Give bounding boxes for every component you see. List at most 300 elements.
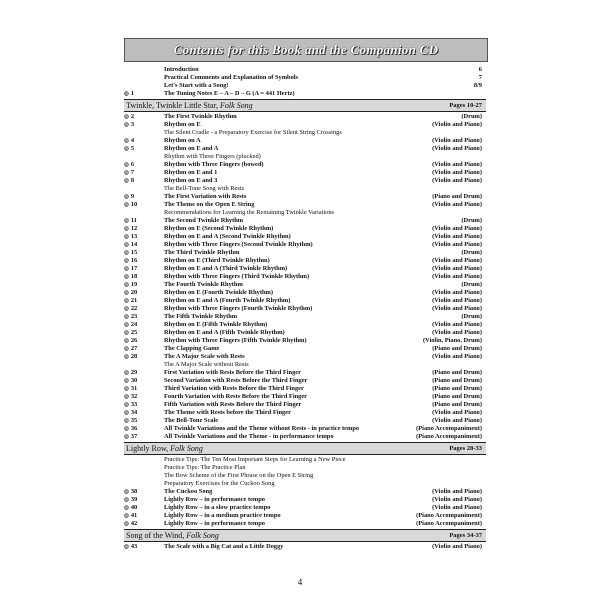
toc-item bbox=[124, 305, 486, 313]
track-number-text: 4 bbox=[130, 137, 135, 144]
track-number-text: 14 bbox=[130, 241, 138, 248]
item-instrumentation: (Violin and Piano) bbox=[432, 225, 482, 232]
toc-item bbox=[124, 488, 486, 496]
page-number: 4 bbox=[297, 577, 303, 587]
cd-icon: ◎ bbox=[124, 378, 129, 384]
item-title: Rhythm with Three Fingers (bowed) bbox=[164, 161, 264, 168]
track-number bbox=[124, 520, 160, 528]
track-number-text: 28 bbox=[130, 353, 138, 360]
item-title: All Twinkle Variations and the Theme - in performance tempo bbox=[164, 433, 334, 440]
toc-item bbox=[124, 257, 486, 265]
track-number-text: 43 bbox=[130, 543, 138, 550]
cd-icon: ◎ bbox=[124, 226, 129, 232]
track-number bbox=[124, 273, 160, 281]
item-title: Rhythm on E (Fourth Twinkle Rhythm) bbox=[164, 289, 273, 296]
track-number-text: 27 bbox=[130, 345, 138, 352]
item-instrumentation: (Piano and Drum) bbox=[432, 193, 482, 200]
toc-item bbox=[124, 377, 486, 385]
item-title: Rhythm on A bbox=[164, 137, 201, 144]
item-instrumentation: (Violin and Piano) bbox=[432, 145, 482, 152]
item-instrumentation: (Drum) bbox=[461, 113, 482, 120]
track-number bbox=[124, 401, 160, 409]
item-title: The Tuning Notes E – A – D – G (A = 441 Hertz) bbox=[164, 90, 295, 97]
track-number bbox=[124, 177, 160, 185]
track-number bbox=[124, 353, 160, 361]
item-title: The A Major Scale with Rests bbox=[164, 353, 245, 360]
item-title: The Bell-Tone Song with Rests bbox=[164, 185, 245, 192]
item-instrumentation: (Violin and Piano) bbox=[432, 177, 482, 184]
toc-item bbox=[124, 193, 486, 201]
track-number-text: 16 bbox=[130, 257, 138, 264]
cd-icon: ◎ bbox=[124, 338, 129, 344]
cd-icon: ◎ bbox=[124, 258, 129, 264]
item-instrumentation: (Piano Accompaniment) bbox=[416, 425, 482, 432]
track-number-text: 10 bbox=[130, 201, 138, 208]
track-number-text: 19 bbox=[130, 281, 138, 288]
cd-icon: ◎ bbox=[124, 290, 129, 296]
toc-item bbox=[124, 345, 486, 353]
item-title: Rhythm on E and A bbox=[164, 145, 219, 152]
track-number bbox=[124, 433, 160, 441]
toc-item bbox=[124, 273, 486, 281]
item-instrumentation: (Violin and Piano) bbox=[432, 329, 482, 336]
track-number-text: 41 bbox=[130, 512, 138, 519]
toc-item bbox=[124, 401, 486, 409]
cd-icon: ◎ bbox=[124, 314, 129, 320]
cd-icon: ◎ bbox=[124, 513, 129, 519]
item-title: Rhythm with Three Fingers (plucked) bbox=[164, 153, 261, 160]
toc-item bbox=[124, 496, 486, 504]
item-title: The Bow Scheme of the First Phrase on the Open E String bbox=[164, 472, 314, 479]
section-header bbox=[124, 529, 486, 542]
cd-icon: ◎ bbox=[124, 234, 129, 240]
item-title: The Third Twinkle Rhythm bbox=[164, 249, 240, 256]
toc-item bbox=[124, 369, 486, 377]
toc-content bbox=[124, 66, 486, 551]
toc-item bbox=[124, 393, 486, 401]
track-number-text: 8 bbox=[130, 177, 135, 184]
cd-icon: ◎ bbox=[124, 418, 129, 424]
item-page: 8/9 bbox=[473, 82, 482, 89]
toc-item bbox=[124, 417, 486, 425]
item-title: The Silent Cradle - a Preparatory Exercise for Silent String Crossings bbox=[164, 129, 342, 136]
toc-item bbox=[124, 321, 486, 329]
cd-icon: ◎ bbox=[124, 370, 129, 376]
cd-icon: ◎ bbox=[124, 282, 129, 288]
cd-icon: ◎ bbox=[124, 426, 129, 432]
track-number-text: 3 bbox=[130, 121, 135, 128]
track-number bbox=[124, 543, 160, 551]
track-number bbox=[124, 233, 160, 241]
track-number-text: 12 bbox=[130, 225, 138, 232]
toc-item bbox=[124, 281, 486, 289]
item-instrumentation: (Drum) bbox=[461, 313, 482, 320]
item-instrumentation: (Violin and Piano) bbox=[432, 504, 482, 511]
item-title: Third Variation with Rests Before the Third Finger bbox=[164, 385, 304, 392]
item-instrumentation: (Violin and Piano) bbox=[432, 488, 482, 495]
item-instrumentation: (Violin and Piano) bbox=[432, 241, 482, 248]
item-title: The First Variation with Rests bbox=[164, 193, 247, 200]
track-number bbox=[124, 329, 160, 337]
item-instrumentation: (Drum) bbox=[461, 281, 482, 288]
item-title: All Twinkle Variations and the Theme without Rests - in practice tempo bbox=[164, 425, 360, 432]
section-title: Twinkle, Twinkle Little Star, bbox=[126, 101, 218, 110]
cd-icon: ◎ bbox=[124, 242, 129, 248]
track-number bbox=[124, 281, 160, 289]
item-instrumentation: (Violin and Piano) bbox=[432, 297, 482, 304]
toc-item bbox=[124, 113, 486, 121]
toc-item bbox=[124, 225, 486, 233]
toc-item bbox=[124, 201, 486, 209]
track-number bbox=[124, 289, 160, 297]
item-title: First Variation with Rests Before the Third Finger bbox=[164, 369, 301, 376]
item-title: The First Twinkle Rhythm bbox=[164, 113, 237, 120]
toc-item bbox=[124, 161, 486, 169]
toc-item bbox=[124, 289, 486, 297]
track-number bbox=[124, 305, 160, 313]
item-title: The Clapping Game bbox=[164, 345, 220, 352]
track-number-text: 37 bbox=[130, 433, 138, 440]
track-number bbox=[124, 297, 160, 305]
track-number-text: 22 bbox=[130, 305, 138, 312]
track-number-text: 7 bbox=[130, 169, 135, 176]
item-title: The Second Twinkle Rhythm bbox=[164, 217, 244, 224]
cd-icon: ◎ bbox=[124, 410, 129, 416]
item-title: Rhythm on E and 3 bbox=[164, 177, 218, 184]
item-instrumentation: (Violin and Piano) bbox=[432, 496, 482, 503]
toc-item bbox=[124, 329, 486, 337]
item-page: 6 bbox=[478, 66, 482, 73]
item-title: Rhythm on E and A (Fifth Twinkle Rhythm) bbox=[164, 329, 285, 336]
track-number bbox=[124, 409, 160, 417]
item-title: Rhythm with Three Fingers (Fourth Twinkle Rhythm) bbox=[164, 305, 313, 312]
item-title: Rhythm on E and A (Fourth Twinkle Rhythm) bbox=[164, 297, 291, 304]
track-number bbox=[124, 313, 160, 321]
track-number-text: 35 bbox=[130, 417, 138, 424]
toc-item bbox=[124, 137, 486, 145]
cd-icon: ◎ bbox=[124, 138, 129, 144]
section-genre: Folk Song bbox=[170, 444, 203, 453]
item-instrumentation: (Piano Accompaniment) bbox=[416, 433, 482, 440]
track-number-text: 25 bbox=[130, 329, 138, 336]
cd-icon: ◎ bbox=[124, 170, 129, 176]
toc-item bbox=[124, 504, 486, 512]
item-title: Introduction bbox=[164, 66, 199, 73]
item-instrumentation: (Drum) bbox=[461, 249, 482, 256]
item-instrumentation: (Violin and Piano) bbox=[432, 201, 482, 208]
track-number bbox=[124, 369, 160, 377]
item-instrumentation: (Violin and Piano) bbox=[432, 137, 482, 144]
item-title: The Theme on the Open E String bbox=[164, 201, 255, 208]
track-number bbox=[124, 496, 160, 504]
track-number-text: 36 bbox=[130, 425, 138, 432]
toc-item bbox=[124, 145, 486, 153]
cd-icon: ◎ bbox=[124, 505, 129, 511]
cd-icon: ◎ bbox=[124, 266, 129, 272]
toc-item bbox=[124, 169, 486, 177]
section-title: Lightly Row, bbox=[126, 444, 169, 453]
cd-icon: ◎ bbox=[124, 489, 129, 495]
item-title: Lightly Row – in a slow practice tempo bbox=[164, 504, 271, 511]
item-instrumentation: (Violin and Piano) bbox=[432, 289, 482, 296]
toc-item bbox=[124, 265, 486, 273]
section-header bbox=[124, 99, 486, 112]
track-number bbox=[124, 425, 160, 433]
toc-item bbox=[124, 543, 486, 551]
item-title: Rhythm with Three Fingers (Second Twinkle Rhythm) bbox=[164, 241, 313, 248]
track-number-text: 23 bbox=[130, 313, 138, 320]
item-title: Rhythm on E and A (Third Twinkle Rhythm) bbox=[164, 265, 288, 272]
track-number-text: 1 bbox=[130, 90, 135, 97]
item-title: Rhythm on E and A (Second Twinkle Rhythm) bbox=[164, 233, 291, 240]
track-number bbox=[124, 337, 160, 345]
cd-icon: ◎ bbox=[124, 274, 129, 280]
item-instrumentation: (Violin and Piano) bbox=[432, 273, 482, 280]
item-title: Rhythm on E (Fifth Twinkle Rhythm) bbox=[164, 321, 268, 328]
item-title: The Theme with Rests before the Third Finger bbox=[164, 409, 291, 416]
cd-icon: ◎ bbox=[124, 497, 129, 503]
intro-item bbox=[124, 82, 486, 90]
cd-icon: ◎ bbox=[124, 122, 129, 128]
track-number-text: 42 bbox=[130, 520, 138, 527]
toc-subitem bbox=[124, 464, 486, 472]
track-number-text: 11 bbox=[130, 217, 137, 224]
cd-icon: ◎ bbox=[124, 250, 129, 256]
track-number-text: 2 bbox=[130, 113, 135, 120]
item-title: Rhythm on E bbox=[164, 121, 201, 128]
item-instrumentation: (Piano and Drum) bbox=[432, 369, 482, 376]
intro-item bbox=[124, 74, 486, 82]
item-title: Lightly Row – in a medium practice tempo bbox=[164, 512, 281, 519]
track-number-text: 31 bbox=[130, 385, 138, 392]
section-genre: Folk Song bbox=[186, 531, 219, 540]
track-number bbox=[124, 488, 160, 496]
item-instrumentation: (Violin, Piano, Drum) bbox=[422, 337, 482, 344]
cd-icon: ◎ bbox=[124, 91, 129, 97]
toc-item bbox=[124, 353, 486, 361]
section-name bbox=[126, 443, 203, 454]
track-number bbox=[124, 345, 160, 353]
track-number bbox=[124, 512, 160, 520]
toc-item bbox=[124, 249, 486, 257]
toc-item bbox=[124, 217, 486, 225]
track-number-text: 39 bbox=[130, 496, 138, 503]
item-instrumentation: (Violin and Piano) bbox=[432, 233, 482, 240]
item-title: The A Major Scale without Rests bbox=[164, 361, 249, 368]
item-instrumentation: (Drum) bbox=[461, 217, 482, 224]
toc-subitem bbox=[124, 472, 486, 480]
track-number-text: 32 bbox=[130, 393, 138, 400]
item-title: Let's Start with a Song! bbox=[164, 82, 229, 89]
item-instrumentation: (Violin and Piano) bbox=[432, 169, 482, 176]
toc-item bbox=[124, 409, 486, 417]
toc-item bbox=[124, 385, 486, 393]
item-instrumentation: (Violin and Piano) bbox=[432, 409, 482, 416]
item-title: The Cuckoo Song bbox=[164, 488, 213, 495]
cd-icon: ◎ bbox=[124, 544, 129, 550]
item-title: Rhythm on E (Third Twinkle Rhythm) bbox=[164, 257, 270, 264]
track-number bbox=[124, 385, 160, 393]
section-name bbox=[126, 530, 219, 541]
track-number-text: 20 bbox=[130, 289, 138, 296]
track-number-text: 24 bbox=[130, 321, 138, 328]
cd-icon: ◎ bbox=[124, 194, 129, 200]
item-page: 7 bbox=[478, 74, 482, 81]
toc-item bbox=[124, 512, 486, 520]
track-number-text: 6 bbox=[130, 161, 135, 168]
section-header bbox=[124, 442, 486, 455]
item-instrumentation: (Piano and Drum) bbox=[432, 385, 482, 392]
track-number bbox=[124, 504, 160, 512]
track-number-text: 33 bbox=[130, 401, 138, 408]
track-number bbox=[124, 113, 160, 121]
item-title: Rhythm with Three Fingers (Fifth Twinkle Rhythm) bbox=[164, 337, 307, 344]
track-number-text: 21 bbox=[130, 297, 138, 304]
track-number-text: 38 bbox=[130, 488, 138, 495]
toc-item bbox=[124, 233, 486, 241]
toc-subitem bbox=[124, 480, 486, 488]
track-number bbox=[124, 201, 160, 209]
item-title: Practice Tips: The Practice Plan bbox=[164, 464, 246, 471]
item-instrumentation: (Violin and Piano) bbox=[432, 417, 482, 424]
item-instrumentation: (Violin and Piano) bbox=[432, 305, 482, 312]
cd-icon: ◎ bbox=[124, 162, 129, 168]
track-number-text: 34 bbox=[130, 409, 138, 416]
item-title: Recommendations for Learning the Remaining Twinkle Variations bbox=[164, 209, 335, 216]
intro-item bbox=[124, 90, 486, 98]
item-title: The Bell-Tone Scale bbox=[164, 417, 219, 424]
track-number bbox=[124, 169, 160, 177]
toc-item bbox=[124, 121, 486, 129]
item-title: Rhythm on E and 1 bbox=[164, 169, 218, 176]
toc-item bbox=[124, 313, 486, 321]
cd-icon: ◎ bbox=[124, 330, 129, 336]
toc-subitem bbox=[124, 209, 486, 217]
section-pages: Pages 34-37 bbox=[449, 532, 482, 539]
track-number bbox=[124, 121, 160, 129]
item-instrumentation: (Piano and Drum) bbox=[432, 377, 482, 384]
cd-icon: ◎ bbox=[124, 146, 129, 152]
cd-icon: ◎ bbox=[124, 114, 129, 120]
item-title: Rhythm on E (Second Twinkle Rhythm) bbox=[164, 225, 274, 232]
track-number bbox=[124, 193, 160, 201]
track-number bbox=[124, 225, 160, 233]
track-number bbox=[124, 217, 160, 225]
item-title: Practice Tips: The Ten Most Important Steps for Learning a New Piece bbox=[164, 456, 346, 463]
track-number bbox=[124, 90, 160, 98]
cd-icon: ◎ bbox=[124, 402, 129, 408]
toc-item bbox=[124, 433, 486, 441]
cd-icon: ◎ bbox=[124, 346, 129, 352]
item-instrumentation: (Violin and Piano) bbox=[432, 121, 482, 128]
section-title: Song of the Wind, bbox=[126, 531, 185, 540]
toc-item bbox=[124, 177, 486, 185]
toc-subitem bbox=[124, 185, 486, 193]
toc-item bbox=[124, 520, 486, 528]
track-number bbox=[124, 161, 160, 169]
item-instrumentation: (Violin and Piano) bbox=[432, 543, 482, 550]
cd-icon: ◎ bbox=[124, 394, 129, 400]
track-number-text: 26 bbox=[130, 337, 138, 344]
cd-icon: ◎ bbox=[124, 354, 129, 360]
item-title: Preparatory Exercises for the Cuckoo Song bbox=[164, 480, 275, 487]
toc-item bbox=[124, 241, 486, 249]
track-number bbox=[124, 241, 160, 249]
item-instrumentation: (Violin and Piano) bbox=[432, 161, 482, 168]
cd-icon: ◎ bbox=[124, 322, 129, 328]
item-title: The Fifth Twinkle Rhythm bbox=[164, 313, 238, 320]
item-instrumentation: (Piano Accompaniment) bbox=[416, 520, 482, 527]
track-number-text: 5 bbox=[130, 145, 135, 152]
track-number-text: 29 bbox=[130, 369, 138, 376]
intro-item bbox=[124, 66, 486, 74]
item-instrumentation: (Piano and Drum) bbox=[432, 393, 482, 400]
track-number bbox=[124, 417, 160, 425]
item-title: Second Variation with Rests Before the Third Finger bbox=[164, 377, 308, 384]
track-number bbox=[124, 257, 160, 265]
cd-icon: ◎ bbox=[124, 521, 129, 527]
item-title: Rhythm with Three Fingers (Third Twinkle Rhythm) bbox=[164, 273, 310, 280]
track-number-text: 30 bbox=[130, 377, 138, 384]
item-instrumentation: (Piano and Drum) bbox=[432, 401, 482, 408]
track-number-text: 15 bbox=[130, 249, 138, 256]
track-number bbox=[124, 321, 160, 329]
section-pages: Pages 28-33 bbox=[449, 445, 482, 452]
cd-icon: ◎ bbox=[124, 386, 129, 392]
item-title: Lightly Row – in performance tempo bbox=[164, 520, 265, 527]
track-number bbox=[124, 377, 160, 385]
cd-icon: ◎ bbox=[124, 202, 129, 208]
toc-subitem bbox=[124, 361, 486, 369]
item-instrumentation: (Violin and Piano) bbox=[432, 257, 482, 264]
section-name bbox=[126, 100, 253, 111]
track-number bbox=[124, 249, 160, 257]
item-title: Fourth Variation with Rests Before the Third Finger bbox=[164, 393, 308, 400]
toc-item bbox=[124, 297, 486, 305]
section-genre: Folk Song bbox=[219, 101, 253, 110]
section-pages: Pages 10-27 bbox=[449, 102, 482, 109]
track-number-text: 40 bbox=[130, 504, 138, 511]
item-title: The Fourth Twinkle Rhythm bbox=[164, 281, 243, 288]
track-number-text: 9 bbox=[130, 193, 135, 200]
page-title: Contents for this Book and the Companion CD bbox=[124, 38, 488, 62]
track-number-text: 13 bbox=[130, 233, 138, 240]
item-title: Fifth Variation with Rests Before the Third Finger bbox=[164, 401, 302, 408]
item-title: Lightly Row – in performance tempo bbox=[164, 496, 265, 503]
item-instrumentation: (Piano Accompaniment) bbox=[416, 512, 482, 519]
track-number bbox=[124, 265, 160, 273]
cd-icon: ◎ bbox=[124, 306, 129, 312]
item-title: Practical Comments and Explanation of Symbols bbox=[164, 74, 299, 81]
item-instrumentation: (Violin and Piano) bbox=[432, 353, 482, 360]
track-number bbox=[124, 137, 160, 145]
cd-icon: ◎ bbox=[124, 434, 129, 440]
toc-subitem bbox=[124, 129, 486, 137]
track-number bbox=[124, 393, 160, 401]
item-title: The Scale with a Big Cat and a Little Doggy bbox=[164, 543, 284, 550]
cd-icon: ◎ bbox=[124, 218, 129, 224]
cd-icon: ◎ bbox=[124, 298, 129, 304]
item-instrumentation: (Violin and Piano) bbox=[432, 265, 482, 272]
toc-item bbox=[124, 337, 486, 345]
item-instrumentation: (Piano and Drum) bbox=[432, 345, 482, 352]
toc-subitem bbox=[124, 456, 486, 464]
track-number bbox=[124, 145, 160, 153]
toc-item bbox=[124, 425, 486, 433]
toc-subitem bbox=[124, 153, 486, 161]
item-instrumentation: (Violin and Piano) bbox=[432, 321, 482, 328]
track-number-text: 18 bbox=[130, 273, 138, 280]
